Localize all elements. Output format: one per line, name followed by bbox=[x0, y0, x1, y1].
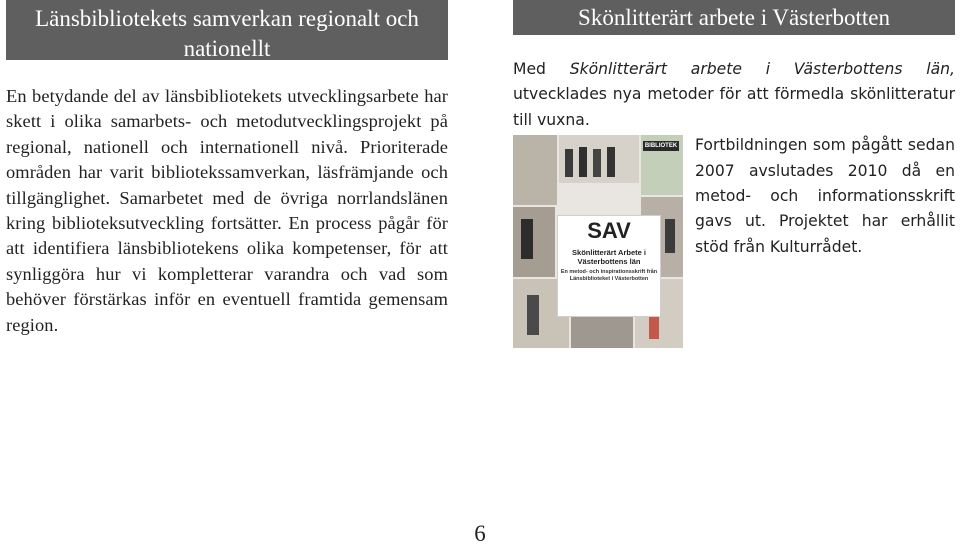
intro-paragraph bbox=[513, 57, 955, 133]
sav-title: SAV bbox=[587, 218, 631, 244]
left-column bbox=[6, 0, 448, 338]
intro-after: utvecklades nya metoder för att förmedla skönlitteratur till vuxna. bbox=[513, 85, 955, 129]
left-section-body: En betydande del av länsbibliotekets utvecklingsarbete har skett i olika samarbets- och metodutvecklingsprojekt på regional, nationell och internationell nivå. Prioriterade områden har varit bibliotekssamverkan, läsfrämjande och tillgänglighet. Samarbetet med de övriga norrlandslänen kring biblioteksutveckling fortsätter. En process pågår för att identifiera länsbibliotekens olika kompetenser, för att synliggöra hur vi kompletterar varandra och vad som behöver förstärkas inför en eventuell framtida gemensam region. bbox=[6, 86, 448, 335]
sav-small-text: En metod- och inspirationsskrift från Länsbiblioteket i Västerbotten bbox=[560, 269, 658, 283]
right-column bbox=[513, 0, 955, 352]
right-section-heading: Skönlitterärt arbete i Västerbotten bbox=[513, 0, 955, 35]
right-section-body bbox=[513, 57, 956, 283]
library-sign: BIBLIOTEK bbox=[644, 143, 678, 150]
collage-photo bbox=[513, 135, 683, 348]
page-number: 6 bbox=[474, 521, 486, 546]
intro-emphasis: Skönlitterärt arbete i Västerbottens län, bbox=[569, 60, 956, 78]
project-paragraph: Fortbildningen som pågått sedan 2007 avslutades 2010 då en metod- och informationsskrift gavs ut. Projektet har erhållit stöd från Kulturrådet. bbox=[695, 136, 955, 256]
photo-and-text bbox=[513, 133, 955, 283]
intro-before: Med bbox=[513, 60, 570, 78]
sav-subtitle: Skönlitterärt Arbete i Västerbottens län bbox=[572, 248, 646, 267]
sav-publication-cover bbox=[557, 215, 661, 317]
left-section-heading: Länsbibliotekets samverkan regionalt och nationellt bbox=[6, 0, 448, 60]
